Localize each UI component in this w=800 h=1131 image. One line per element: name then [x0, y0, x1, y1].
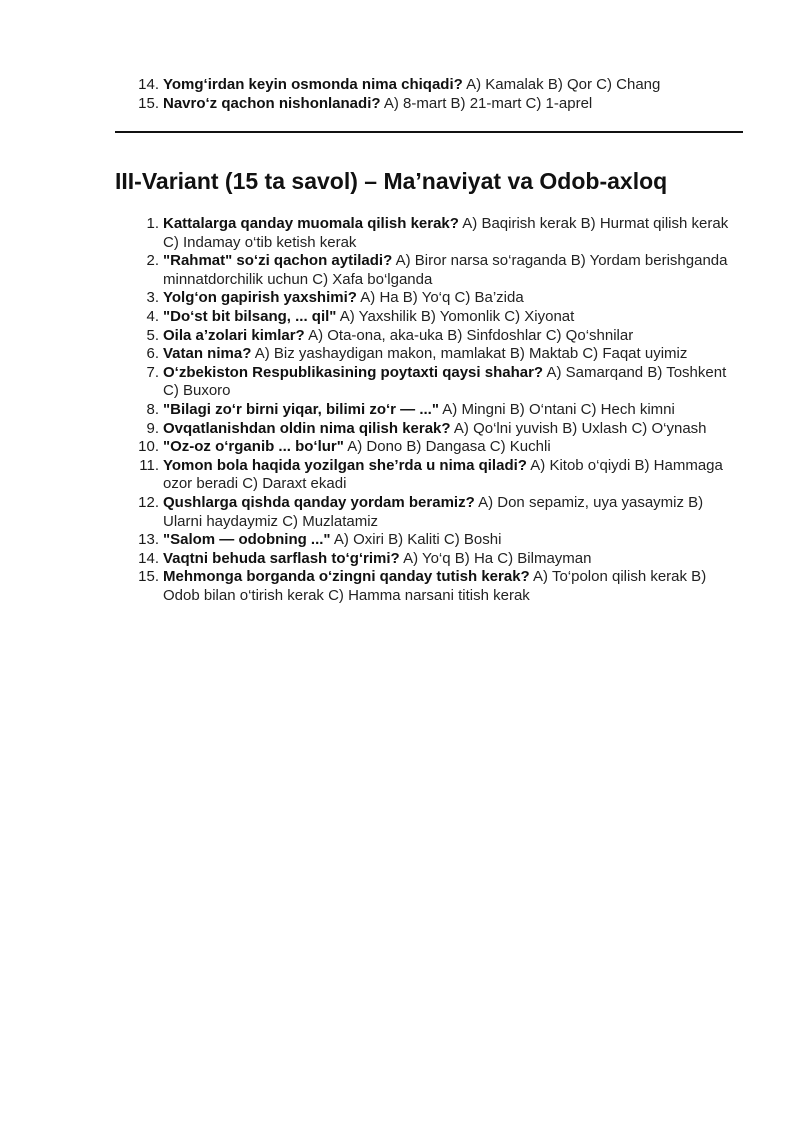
question-text: Oila a’zolari kimlar?: [163, 326, 305, 344]
question-item: [133, 550, 745, 569]
question-number: 15.: [138, 94, 159, 112]
question-text: Vaqtni behuda sarflash to‘g‘rimi?: [163, 549, 400, 567]
question-options: A) Don sepamiz, uya yasaymiz B) Ularni haydaymiz C) Muzlatamiz: [163, 493, 704, 530]
question-options: A) To‘polon qilish kerak B) Odob bilan o‘tirish kerak C) Hamma narsani titish kerak: [163, 568, 707, 604]
question-item: [133, 345, 745, 364]
question-text: Navro‘z qachon nishonlanadi?: [163, 94, 381, 112]
question-text: Qushlarga qishda qanday yordam beramiz?: [163, 493, 475, 511]
question-number: 5.: [146, 326, 159, 344]
question-options: A) Ota-ona, aka-uka B) Sinfdoshlar C) Qo‘shnilar: [308, 326, 634, 344]
question-number: 11.: [139, 456, 159, 474]
question-number: 7.: [146, 363, 159, 381]
question-options: A) Biz yashaydigan makon, mamlakat B) Maktab C) Faqat uyimiz: [254, 345, 688, 363]
question-text: "Do‘st bit bilsang, ... qil": [163, 307, 337, 325]
question-text: Kattalarga qanday muomala qilish kerak?: [163, 215, 459, 232]
question-item: [133, 568, 745, 605]
question-text: "Bilagi zo‘r birni yiqar, bilimi zo‘r — ...": [163, 400, 439, 418]
question-text: "Salom — odobning ...": [163, 531, 331, 549]
question-item: [133, 252, 745, 289]
question-text: Ovqatlanishdan oldin nima qilish kerak?: [163, 419, 451, 437]
question-options: A) Baqirish kerak B) Hurmat qilish kerak C) Indamay o‘tib ketish kerak: [163, 215, 729, 251]
question-options: A) Mingni B) O‘ntani C) Hech kimni: [442, 400, 675, 418]
question-item: [133, 327, 745, 346]
question-item: [133, 364, 745, 401]
question-options: A) Dono B) Dangasa C) Kuchli: [347, 438, 551, 456]
question-number: 15.: [138, 568, 159, 586]
question-text: "Rahmat" so‘zi qachon aytiladi?: [163, 252, 393, 270]
question-text: "Oz-oz o‘rganib ... bo‘lur": [163, 438, 344, 456]
question-number: 9.: [146, 419, 159, 437]
question-text: Vatan nima?: [163, 345, 252, 363]
question-number: 10.: [138, 438, 159, 456]
question-item: [133, 494, 745, 531]
question-item: [133, 531, 745, 550]
section-divider: [115, 131, 743, 133]
question-options: A) Yaxshilik B) Yomonlik C) Xiyonat: [339, 307, 575, 325]
question-text: Yomg‘irdan keyin osmonda nima chiqadi?: [163, 76, 463, 93]
question-text: O‘zbekiston Respublikasining poytaxti qaysi shahar?: [163, 363, 544, 381]
previous-questions-list: [133, 76, 745, 113]
question-item: [133, 95, 745, 114]
question-item: [133, 308, 745, 327]
question-options: A) Kamalak B) Qor C) Chang: [466, 76, 661, 93]
question-number: 13.: [138, 531, 159, 549]
question-options: A) Qo‘lni yuvish B) Uxlash C) O‘ynash: [453, 419, 707, 437]
question-number: 12.: [138, 493, 159, 511]
question-number: 14.: [138, 549, 159, 567]
question-number: 2.: [146, 252, 159, 270]
question-item: [133, 289, 745, 308]
question-number: 1.: [146, 215, 159, 232]
question-item: [133, 438, 745, 457]
question-text: Yolg‘on gapirish yaxshimi?: [163, 289, 357, 307]
question-options: A) Ha B) Yo‘q C) Ba’zida: [360, 289, 524, 307]
question-item: [133, 215, 745, 252]
question-item: [133, 420, 745, 439]
question-number: 14.: [138, 76, 159, 93]
question-number: 8.: [146, 400, 159, 418]
question-text: Yomon bola haqida yozilgan she’rda u nima qiladi?: [163, 456, 527, 474]
question-item: [133, 457, 745, 494]
questions-list: [133, 215, 745, 605]
question-number: 3.: [146, 289, 159, 307]
question-options: A) 8-mart B) 21-mart C) 1-aprel: [383, 94, 593, 112]
section-heading: III-Variant (15 ta savol) – Ma’naviyat va Odob-axloq: [115, 168, 668, 194]
question-item: [133, 401, 745, 420]
question-number: 4.: [146, 307, 159, 325]
question-number: 6.: [146, 345, 159, 363]
question-options: A) Yo‘q B) Ha C) Bilmayman: [403, 549, 592, 567]
question-options: A) Kitob o‘qiydi B) Hammaga ozor beradi C) Daraxt ekadi: [163, 456, 723, 493]
question-options: A) Biror narsa so‘raganda B) Yordam berishganda minnatdorchilik uchun C) Xafa bo‘lganda: [163, 252, 728, 288]
question-item: [133, 76, 745, 95]
question-text: Mehmonga borganda o‘zingni qanday tutish kerak?: [163, 568, 530, 586]
question-options: A) Samarqand B) Toshkent C) Buxoro: [163, 363, 727, 400]
question-options: A) Oxiri B) Kaliti C) Boshi: [333, 531, 502, 549]
